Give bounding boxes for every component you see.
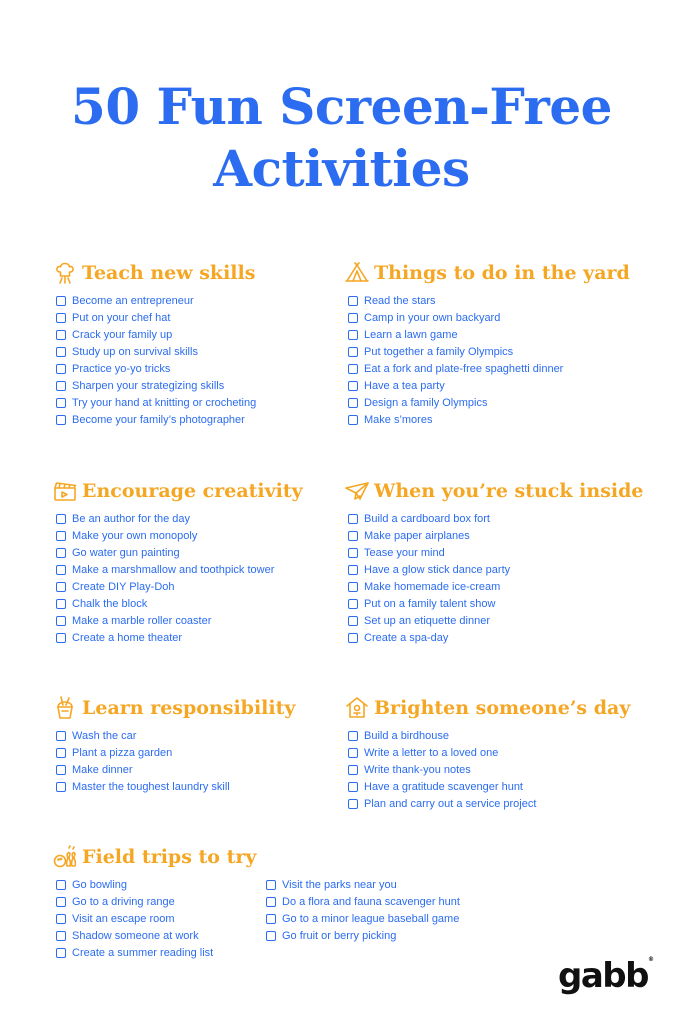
activity-checklist (266, 876, 460, 944)
checkbox[interactable] (348, 731, 358, 741)
checkbox[interactable] (348, 765, 358, 775)
checklist-item (266, 927, 460, 944)
clapperboard-icon (52, 478, 78, 504)
paper-plane-icon (344, 478, 370, 504)
section-title: Field trips to try (82, 846, 257, 868)
checklist-item (348, 629, 643, 646)
checkbox[interactable] (56, 548, 66, 558)
checkbox[interactable] (348, 616, 358, 626)
checkbox[interactable] (56, 565, 66, 575)
checklist-item (348, 360, 630, 377)
checkbox[interactable] (56, 330, 66, 340)
checkbox[interactable] (56, 765, 66, 775)
checkbox[interactable] (56, 731, 66, 741)
checklist-item (348, 292, 630, 309)
checklist-item-label: Make a marble roller coaster (72, 614, 212, 627)
activity-checklist (56, 292, 256, 428)
gabb-logo (558, 956, 654, 996)
checklist-item (56, 778, 295, 795)
checklist-item-label: Practice yo-yo tricks (72, 362, 171, 375)
checklist-item-label: Have a glow stick dance party (364, 563, 511, 576)
checklist-item-label: Create DIY Play-Doh (72, 580, 175, 593)
checklist-item-label: Tease your mind (364, 546, 445, 559)
tent-icon (344, 260, 370, 286)
checklist-item-label: Put on a family talent show (364, 597, 496, 610)
section-things-in-yard (344, 258, 630, 428)
checkbox[interactable] (56, 897, 66, 907)
checklist-item (56, 944, 256, 961)
checkbox[interactable] (56, 880, 66, 890)
checklist-item (56, 893, 256, 910)
checklist-item (348, 561, 643, 578)
checklist-item-label: Go to a minor league baseball game (282, 912, 460, 925)
section-field-trips (52, 842, 460, 961)
checklist-item (56, 510, 303, 527)
checklist-item (266, 876, 460, 893)
section-title: Things to do in the yard (374, 262, 630, 284)
section-heading (52, 258, 256, 288)
checklist-item-label: Create a spa-day (364, 631, 449, 644)
checklist-item (348, 578, 643, 595)
checkbox[interactable] (348, 296, 358, 306)
checkbox[interactable] (56, 914, 66, 924)
checkbox[interactable] (348, 599, 358, 609)
checklist-item (348, 544, 643, 561)
checkbox[interactable] (56, 364, 66, 374)
checklist-item (56, 876, 256, 893)
checklist-item (56, 309, 256, 326)
checklist-item (348, 727, 630, 744)
checkbox[interactable] (56, 313, 66, 323)
checkbox[interactable] (348, 633, 358, 643)
checklist-item-label: Visit the parks near you (282, 878, 397, 891)
checklist-item-label: Read the stars (364, 294, 436, 307)
checklist-item-label: Write a letter to a loved one (364, 746, 499, 759)
checklist-item-label: Build a cardboard box fort (364, 512, 490, 525)
title-line-2: Activities (213, 139, 470, 198)
checkbox[interactable] (348, 313, 358, 323)
section-title: Teach new skills (82, 262, 256, 284)
checklist-item (348, 377, 630, 394)
checklist-item (56, 629, 303, 646)
checklist-item-label: Plant a pizza garden (72, 746, 173, 759)
checklist-item (348, 744, 630, 761)
checkbox[interactable] (348, 748, 358, 758)
section-heading (344, 258, 630, 288)
activity-checklist (348, 727, 630, 812)
section-heading (52, 693, 295, 723)
section-title: When you’re stuck inside (374, 480, 644, 502)
activity-checklist (348, 292, 630, 428)
checklist-item-label: Learn a lawn game (364, 328, 458, 341)
checklist-item-label: Try your hand at knitting or crocheting (72, 396, 257, 409)
checklist-item (266, 910, 460, 927)
checklist-item-label: Be an author for the day (72, 512, 191, 525)
checklist-item (56, 394, 256, 411)
activity-checklist (56, 510, 303, 646)
checklist-item-label: Go bowling (72, 878, 128, 891)
checkbox[interactable] (348, 565, 358, 575)
checklist-item-label: Go water gun painting (72, 546, 180, 559)
checklist-item (348, 411, 630, 428)
checklist-item (56, 343, 256, 360)
checkbox[interactable] (348, 364, 358, 374)
checklist-item-label: Sharpen your strategizing skills (72, 379, 225, 392)
checkbox[interactable] (266, 897, 276, 907)
checkbox[interactable] (56, 948, 66, 958)
checkbox[interactable] (348, 347, 358, 357)
checklist-item-label: Plan and carry out a service project (364, 797, 537, 810)
checklist-item (56, 326, 256, 343)
section-heading (344, 476, 643, 506)
checklist-item (266, 893, 460, 910)
logo-text: gabb (558, 956, 648, 996)
checklist-item (56, 292, 256, 309)
title-line-1: 50 Fun Screen-Free (71, 77, 612, 136)
checklist-item-label: Make homemade ice-cream (364, 580, 501, 593)
checklist-item-label: Write thank-you notes (364, 763, 471, 776)
section-title: Brighten someone’s day (374, 697, 631, 719)
section-teach-new-skills (52, 258, 256, 428)
checklist-item (348, 309, 630, 326)
checklist-item (348, 795, 630, 812)
page-title (0, 76, 683, 200)
checklist-second-column (262, 872, 460, 944)
checklist-item (56, 360, 256, 377)
checklist-item (348, 343, 630, 360)
checklist-item-label: Go to a driving range (72, 895, 175, 908)
checkbox[interactable] (56, 347, 66, 357)
checklist-item (56, 595, 303, 612)
checklist-item (56, 578, 303, 595)
checkbox[interactable] (348, 381, 358, 391)
checklist-item (348, 612, 643, 629)
checklist-item-label: Create a summer reading list (72, 946, 214, 959)
checklist-item-label: Crack your family up (72, 328, 173, 341)
checklist-item-label: Camp in your own backyard (364, 311, 501, 324)
checklist-item-label: Master the toughest laundry skill (72, 780, 230, 793)
checklist-item (56, 612, 303, 629)
checkbox[interactable] (348, 782, 358, 792)
section-encourage-creativity (52, 476, 303, 646)
checkbox[interactable] (56, 782, 66, 792)
activity-checklist (56, 876, 256, 961)
checklist-item (348, 510, 643, 527)
checklist-item-label: Eat a fork and plate-free spaghetti dinner (364, 362, 564, 375)
checklist-item-label: Study up on survival skills (72, 345, 198, 358)
checklist-item (348, 778, 630, 795)
checklist-item-label: Put on your chef hat (72, 311, 171, 324)
checklist-item-label: Have a tea party (364, 379, 445, 392)
checkbox[interactable] (266, 914, 276, 924)
checkbox[interactable] (56, 415, 66, 425)
checklist-item-label: Become your family’s photographer (72, 413, 245, 426)
checklist-item-label: Make your own monopoly (72, 529, 198, 542)
checklist-item-label: Visit an escape room (72, 912, 175, 925)
checklist-item-label: Make dinner (72, 763, 133, 776)
checklist-item-label: Make paper airplanes (364, 529, 470, 542)
checklist-item-label: Chalk the block (72, 597, 148, 610)
checklist-item-label: Wash the car (72, 729, 137, 742)
checklist-item-label: Build a birdhouse (364, 729, 450, 742)
checkbox[interactable] (56, 616, 66, 626)
section-heading (344, 693, 630, 723)
checklist-item-label: Make a marshmallow and toothpick tower (72, 563, 275, 576)
checklist-item-label: Put together a family Olympics (364, 345, 514, 358)
logo-registered-mark: ® (647, 956, 654, 963)
section-brighten-day (344, 693, 630, 812)
section-heading (52, 476, 303, 506)
checkbox[interactable] (266, 880, 276, 890)
checklist-item-label: Set up an etiquette dinner (364, 614, 490, 627)
section-title: Learn responsibility (82, 697, 296, 719)
checkbox[interactable] (348, 799, 358, 809)
checklist-item-label: Go fruit or berry picking (282, 929, 397, 942)
checklist-item (56, 927, 256, 944)
checkbox[interactable] (56, 748, 66, 758)
checklist-item (348, 326, 630, 343)
checklist-item (56, 377, 256, 394)
checkbox[interactable] (348, 398, 358, 408)
checklist-item (56, 744, 295, 761)
checklist-item (56, 561, 303, 578)
checklist-item (56, 761, 295, 778)
checklist-item (56, 727, 295, 744)
activity-checklist (56, 727, 295, 795)
bowling-icon (52, 844, 78, 870)
checklist-item (56, 910, 256, 927)
checkbox[interactable] (348, 415, 358, 425)
birdhouse-icon (344, 695, 370, 721)
checkbox[interactable] (348, 514, 358, 524)
section-title: Encourage creativity (82, 480, 303, 502)
checkbox[interactable] (348, 582, 358, 592)
checkbox[interactable] (348, 548, 358, 558)
checklist-item (56, 544, 303, 561)
checklist-item (56, 527, 303, 544)
checkbox[interactable] (348, 531, 358, 541)
checkbox[interactable] (56, 296, 66, 306)
cleaning-bucket-icon (52, 695, 78, 721)
checkbox[interactable] (56, 931, 66, 941)
section-stuck-inside (344, 476, 643, 646)
section-heading (52, 842, 256, 872)
activity-checklist (348, 510, 643, 646)
checklist-item (348, 595, 643, 612)
checkbox[interactable] (56, 531, 66, 541)
checklist-item-label: Have a gratitude scavenger hunt (364, 780, 523, 793)
checkbox[interactable] (56, 514, 66, 524)
checklist-item-label: Shadow someone at work (72, 929, 199, 942)
chef-icon (52, 260, 78, 286)
checklist-item-label: Make s’mores (364, 413, 433, 426)
checklist-item (56, 411, 256, 428)
checklist-item-label: Create a home theater (72, 631, 183, 644)
checklist-item (348, 394, 630, 411)
checkbox[interactable] (56, 398, 66, 408)
checklist-item (348, 761, 630, 778)
checkbox[interactable] (348, 330, 358, 340)
checkbox[interactable] (56, 381, 66, 391)
checklist-item-label: Do a flora and fauna scavenger hunt (282, 895, 460, 908)
checkbox[interactable] (266, 931, 276, 941)
checkbox[interactable] (56, 599, 66, 609)
checklist-item-label: Design a family Olympics (364, 396, 488, 409)
checklist-item (348, 527, 643, 544)
checkbox[interactable] (56, 633, 66, 643)
section-learn-responsibility (52, 693, 295, 795)
checkbox[interactable] (56, 582, 66, 592)
checklist-item-label: Become an entrepreneur (72, 294, 194, 307)
